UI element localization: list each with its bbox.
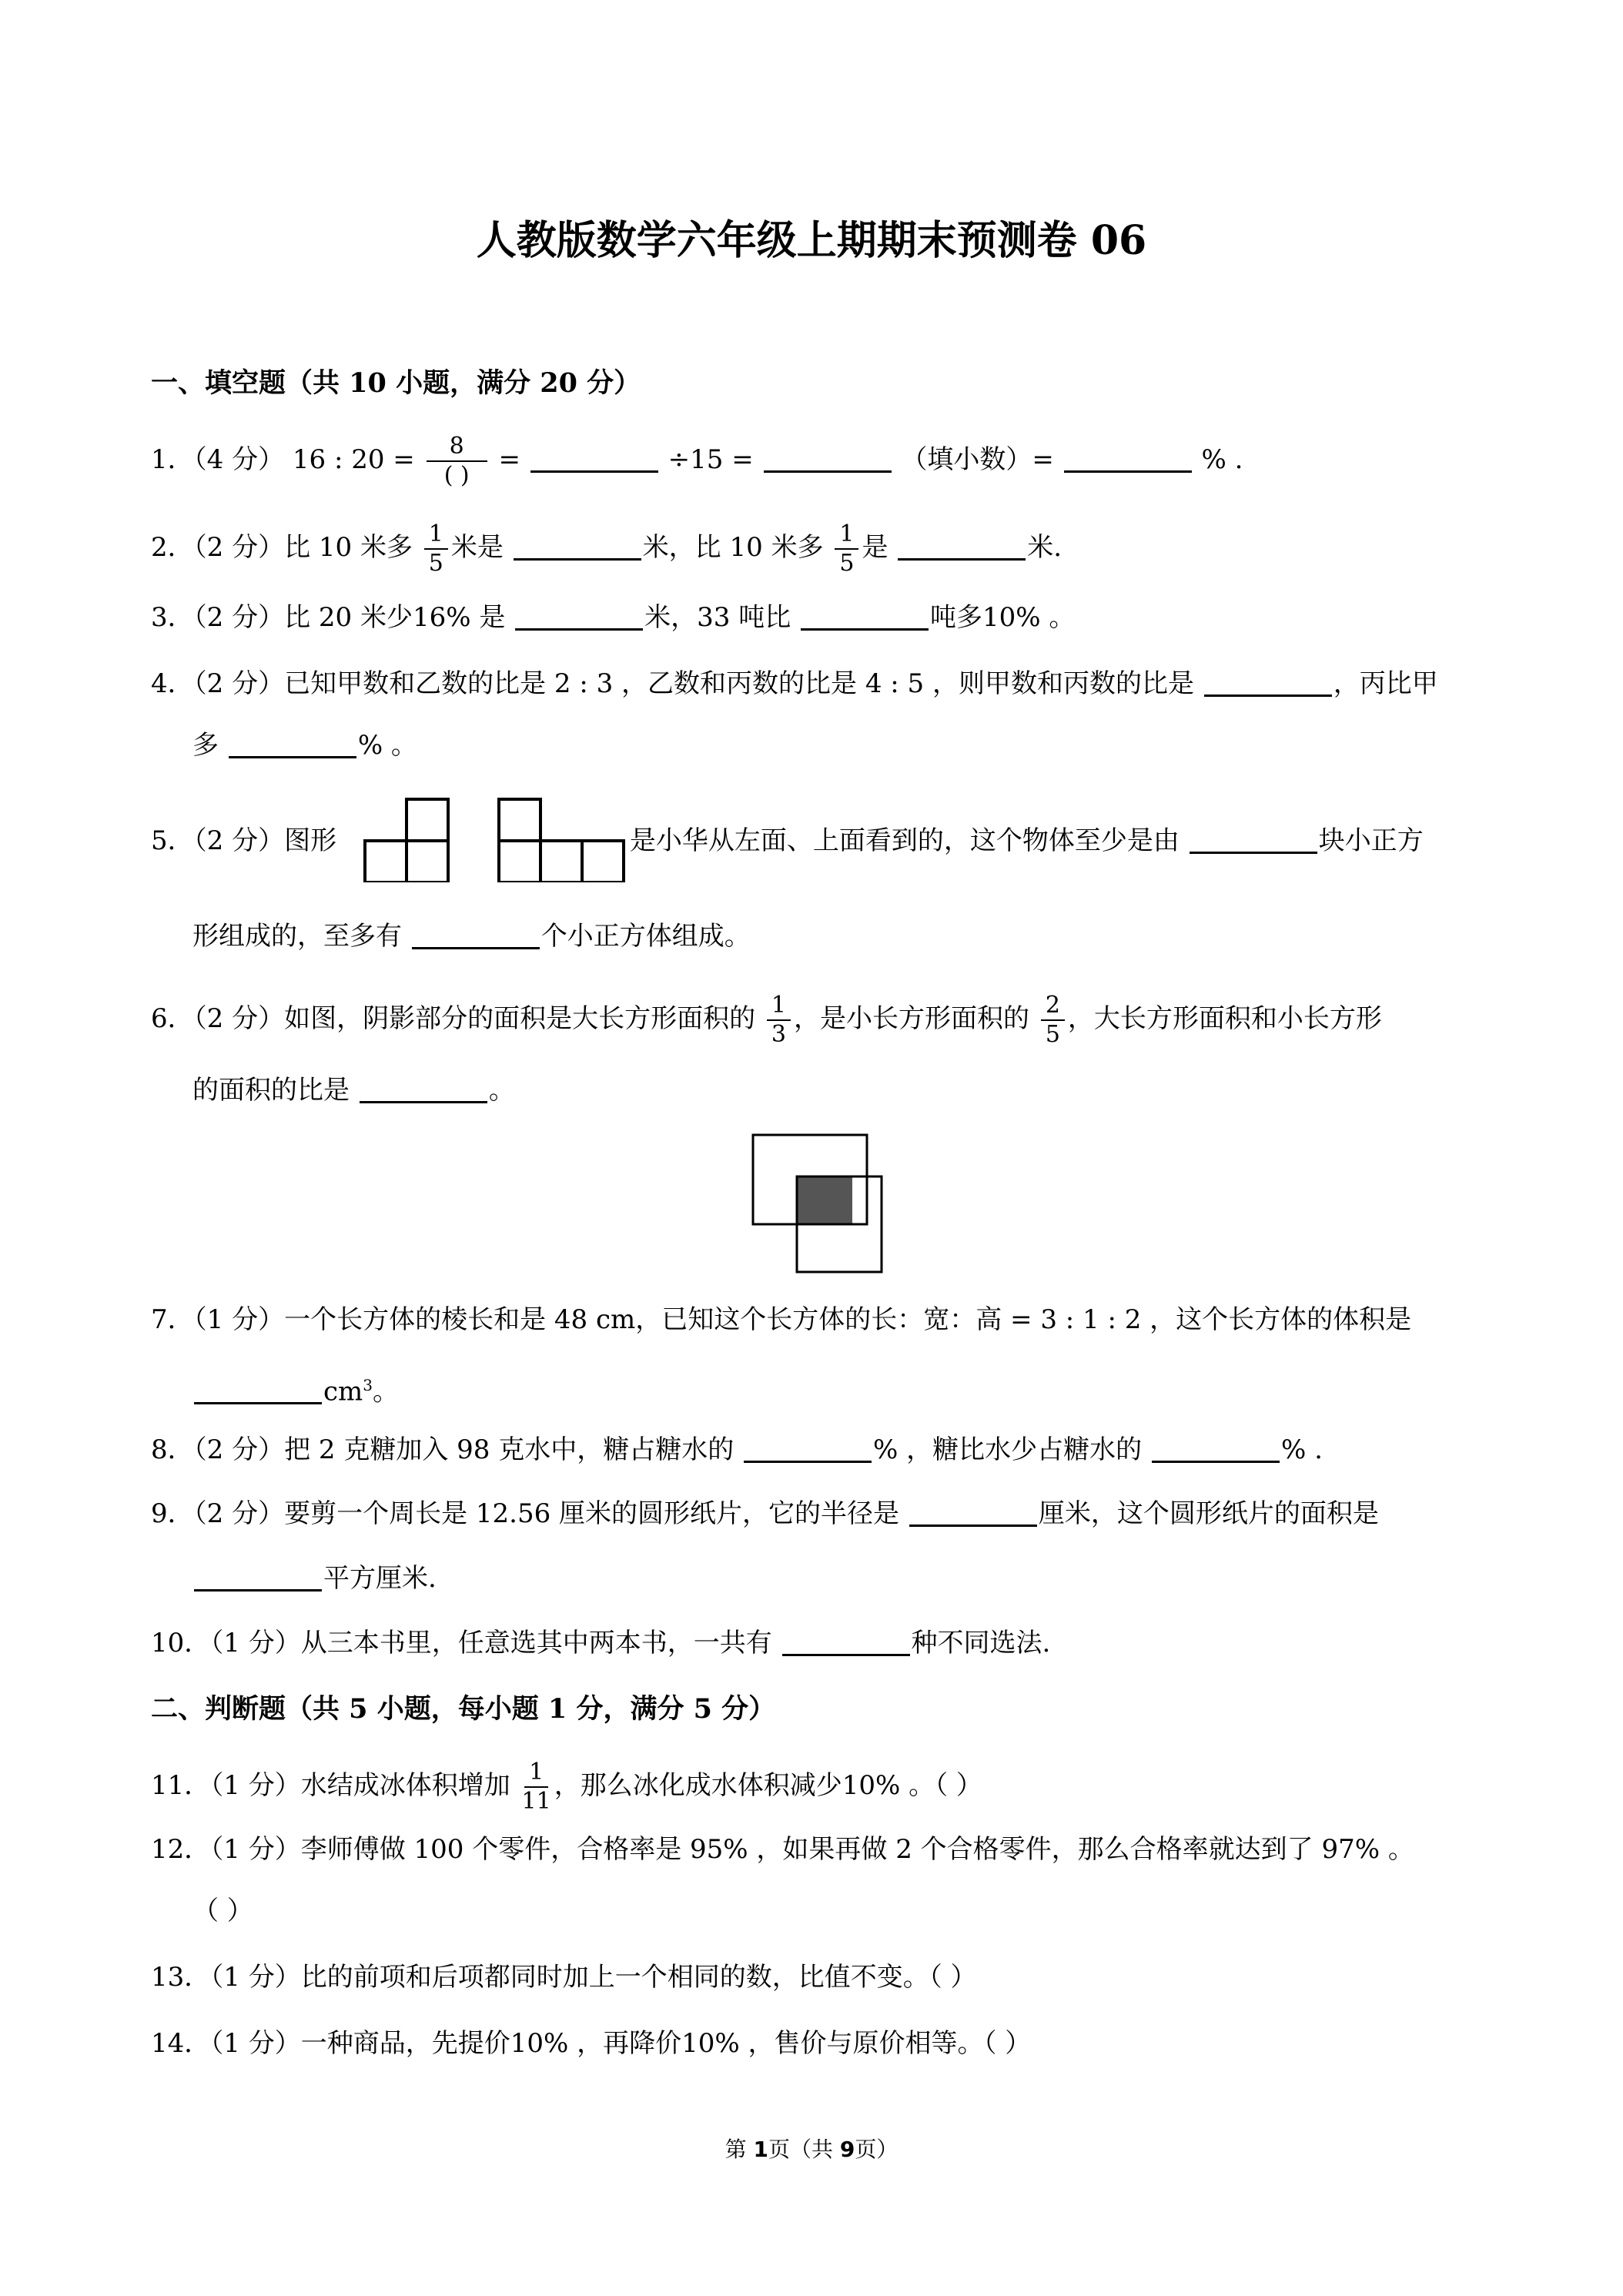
answer-blank[interactable] [530, 440, 658, 473]
question-6: 6．（2 分）如图，阴影部分的面积是大长方形面积的 $\frac{1}{3}$ ，是小长方形面积的 $\frac{2}{5}$ ，大长方形面积和小长方形 [151, 992, 1382, 1048]
question-13: 13．（1 分）比的前项和后项都同时加上一个相同的数，比值不变。（ ） [151, 1962, 977, 1993]
question-10: 10．（1 分）从三本书里，任意选其中两本书，一共有 种不同选法. [151, 1623, 1050, 1662]
question-5: 5．（2 分）图形 是小华从左面、上面看到的，这个物体至少是由 块小正方 [151, 821, 1424, 859]
views-figure [360, 796, 637, 882]
question-5-cont: 形组成的，至多有 个小正方体组成。 [192, 916, 751, 955]
question-9: 9．（2 分）要剪一个周长是 12.56 厘米的圆形纸片，它的半径是 厘米，这个圆形纸片的面积是 [151, 1494, 1379, 1532]
question-7: 7．（1 分）一个长方体的棱长和是 48 cm，已知这个长方体的长：宽：高 = 3 : 1 : 2 ，这个长方体的体积是 [151, 1304, 1412, 1335]
section-judgement-heading: 二、判断题（共 5 小题，每小题 1 分，满分 5 分） [151, 1693, 776, 1725]
question-12-cont: （ ） [192, 1896, 253, 1926]
answer-blank[interactable] [782, 1623, 910, 1656]
shaded-overlap [797, 1176, 852, 1224]
rectangles-figure [747, 1129, 885, 1275]
answer-blank[interactable] [412, 916, 540, 949]
answer-blank[interactable] [744, 1430, 872, 1463]
page-title: 人教版数学六年级上期期末预测卷 06 [476, 217, 1147, 264]
question-4: 4．（2 分）已知甲数和乙数的比是 2 : 3 ，乙数和丙数的比是 4 : 5 ，则甲数和丙数的比是 ，丙比甲 [151, 664, 1438, 702]
question-11: 11．（1 分）水结成冰体积增加 $\frac{1}{11}$ ，那么冰化成水体积减少10% 。（ ） [151, 1759, 982, 1815]
left-view-square [365, 841, 407, 882]
fraction: $\frac{1}{5}$ [424, 520, 448, 577]
question-7-cont: $cm^3$。 [192, 1367, 399, 1410]
question-14: 14．（1 分）一种商品，先提价10% ，再降价10% ，售价与原价相等。（ ） [151, 2028, 1032, 2059]
page-number: 1 [753, 2137, 768, 2162]
top-view-square [499, 841, 540, 882]
answer-blank[interactable] [1064, 440, 1192, 473]
top-view-square [540, 841, 582, 882]
answer-blank[interactable] [229, 725, 356, 758]
question-9-cont: 平方厘米. [192, 1558, 437, 1597]
answer-blank[interactable] [360, 1070, 487, 1103]
question-6-cont: 的面积的比是 。 [192, 1070, 515, 1109]
answer-blank[interactable] [194, 1558, 322, 1591]
answer-blank[interactable] [801, 597, 929, 631]
left-view-square [407, 841, 448, 882]
question-2: 2．（2 分）比 10 米多 $\frac{1}{5}$ 米是 米，比 10 米多 $\frac{1}{5}$ 是 米. [151, 520, 1062, 577]
question-8: 8．（2 分）把 2 克糖加入 98 克水中，糖占糖水的 % ，糖比水少占糖水的 % . [151, 1430, 1323, 1468]
section-fill-blank-heading: 一、填空题（共 10 小题，满分 20 分） [151, 367, 641, 399]
answer-blank[interactable] [898, 527, 1026, 561]
fraction: $\frac{1}{11}$ [521, 1759, 551, 1815]
top-view-top-square [499, 799, 540, 841]
answer-blank[interactable] [515, 597, 643, 631]
page-footer: 第 1页（共 9页） [724, 2137, 899, 2162]
answer-blank[interactable] [1190, 821, 1317, 854]
question-4-cont: 多 % 。 [192, 725, 417, 764]
answer-blank[interactable] [909, 1494, 1037, 1527]
total-pages: 9 [839, 2137, 855, 2162]
fraction: $\frac{8}{( )}$ [427, 433, 487, 490]
question-3: 3．（2 分）比 20 米少16% 是 米，33 吨比 吨多10% 。 [151, 597, 1075, 636]
top-view-square [582, 841, 624, 882]
fraction: $\frac{2}{5}$ [1041, 992, 1065, 1049]
fraction: $\frac{1}{3}$ [767, 992, 791, 1049]
question-1: 1．（4 分） 16 : 20 = $\frac{8}{( )}$ = ÷15 = （填小数）= % . [151, 433, 1243, 489]
answer-blank[interactable] [1152, 1430, 1280, 1463]
answer-blank[interactable] [1204, 664, 1332, 697]
answer-blank[interactable] [514, 527, 641, 561]
left-view-top-square [407, 799, 448, 841]
answer-blank[interactable] [764, 440, 892, 473]
answer-blank[interactable] [194, 1371, 322, 1404]
fraction: $\frac{1}{5}$ [835, 520, 858, 577]
question-12: 12．（1 分）李师傅做 100 个零件，合格率是 95% ，如果再做 2 个合格零件，那么合格率就达到了 97% 。 [151, 1834, 1414, 1865]
